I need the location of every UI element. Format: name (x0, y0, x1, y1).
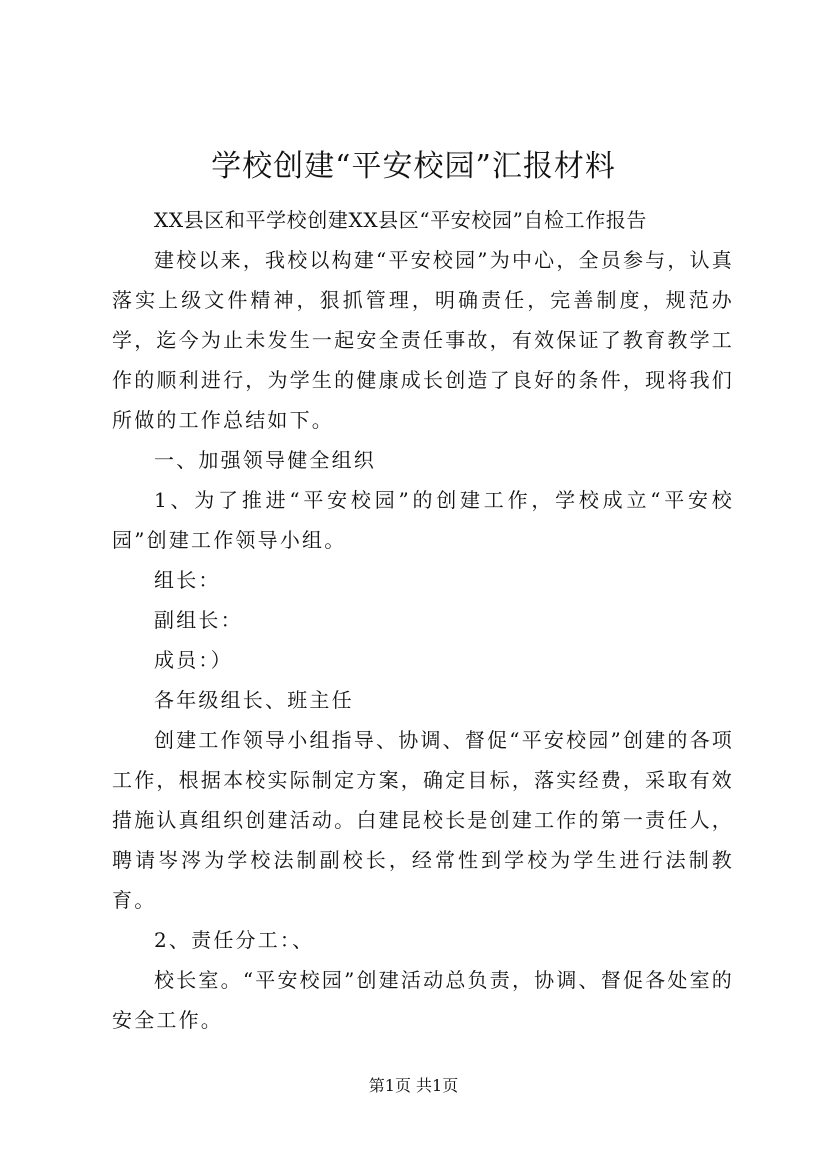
body-paragraph: 2、责任分工：、 (154, 928, 315, 952)
document-title: 学校创建“平安校园”汇报材料 (211, 149, 616, 184)
body-paragraph: 1、为了推进“平安校园”的创建工作，学校成立“平安校园”创建工作领导小组。 (112, 488, 734, 552)
body-paragraph: 校长室。“平安校园”创建活动总负责，协调、督促各处室的安全工作。 (112, 968, 734, 1032)
body-paragraph: 各年级组长、班主任 (154, 688, 354, 712)
intro-paragraph: 建校以来，我校以构建“平安校园”为中心，全员参与，认真落实上级文件精神，狠抓管理，明确责任，完善制度，规范办学，迄今为止未发生一起安全责任事故，有效保证了教育教学工作的顺利进行，为学生的健康成长创造了良好的条件，现将我们所做的工作总结如下。 (112, 248, 734, 432)
page-number-footer: 第1页 共1页 (368, 1076, 459, 1095)
body-paragraph: 成员：） (154, 648, 233, 672)
document-body (112, 200, 734, 1040)
body-paragraph: 创建工作领导小组指导、协调、督促“平安校园”创建的各项工作，根据本校实际制定方案，确定目标，落实经费，采取有效措施认真组织创建活动。白建昆校长是创建工作的第一责任人，聘请岑涔为学校法制副校长，经常性到学校为学生进行法制教育。 (112, 728, 734, 912)
section-heading: 一、加强领导健全组织 (154, 448, 376, 472)
report-subtitle: XX县区和平学校创建XX县区“平安校园”自检工作报告 (154, 208, 648, 232)
body-paragraph: 组长： (154, 568, 221, 592)
body-paragraph: 副组长： (154, 608, 243, 632)
